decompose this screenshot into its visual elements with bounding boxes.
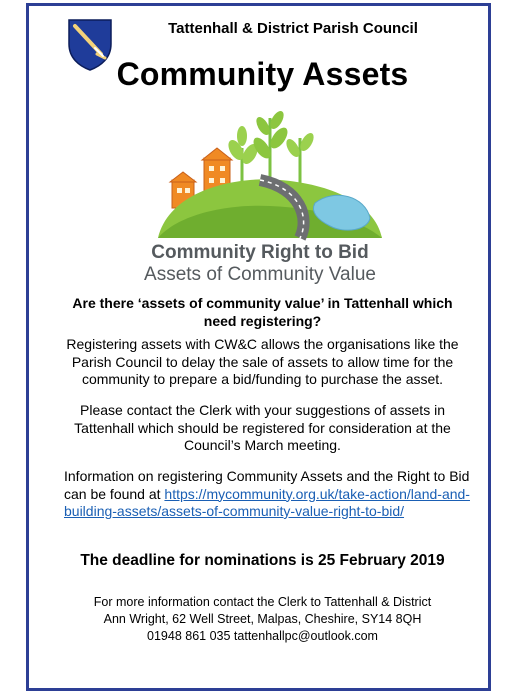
deadline-text: The deadline for nominations is 25 February 2019 [80,552,445,569]
contact-line-2: Ann Wright, 62 Well Street, Malpas, Cheshire, SY14 8QH [103,612,422,626]
paragraph-registering: Registering assets with CW&C allows the organisations like the Parish Council to delay the sale of assets to allow time for the community to prepare a bid/funding to purchase the asset. [66,336,459,387]
logo-line-1: Community Right to Bid [151,242,369,263]
info-link[interactable]: https://mycommunity.org.uk/take-action/land-and-building-assets/assets-of-community-value-right-to-bid/ [64,485,470,519]
contact-line-1: For more information contact the Clerk to Tattenhall & District [93,595,432,609]
question-heading: Are there ‘assets of community value’ in Tattenhall which need registering? [72,295,453,329]
logo-line-2: Assets of Community Value [144,264,376,285]
page-title: Community Assets [116,56,409,92]
council-name: Tattenhall & District Parish Council [168,20,418,37]
contact-line-3: 01948 861 035 tattenhallpc@outlook.com [147,629,378,643]
community-illustration [150,108,390,258]
paragraph-contact-clerk: Please contact the Clerk with your suggestions of assets in Tattenhall which should be registered for consideration at the Council’s March meeting. [74,402,451,453]
info-text: Information on registering Community Assets and the Right to Bid can be found at [64,468,470,502]
info-paragraph [64,468,474,521]
contact-block [40,594,485,645]
